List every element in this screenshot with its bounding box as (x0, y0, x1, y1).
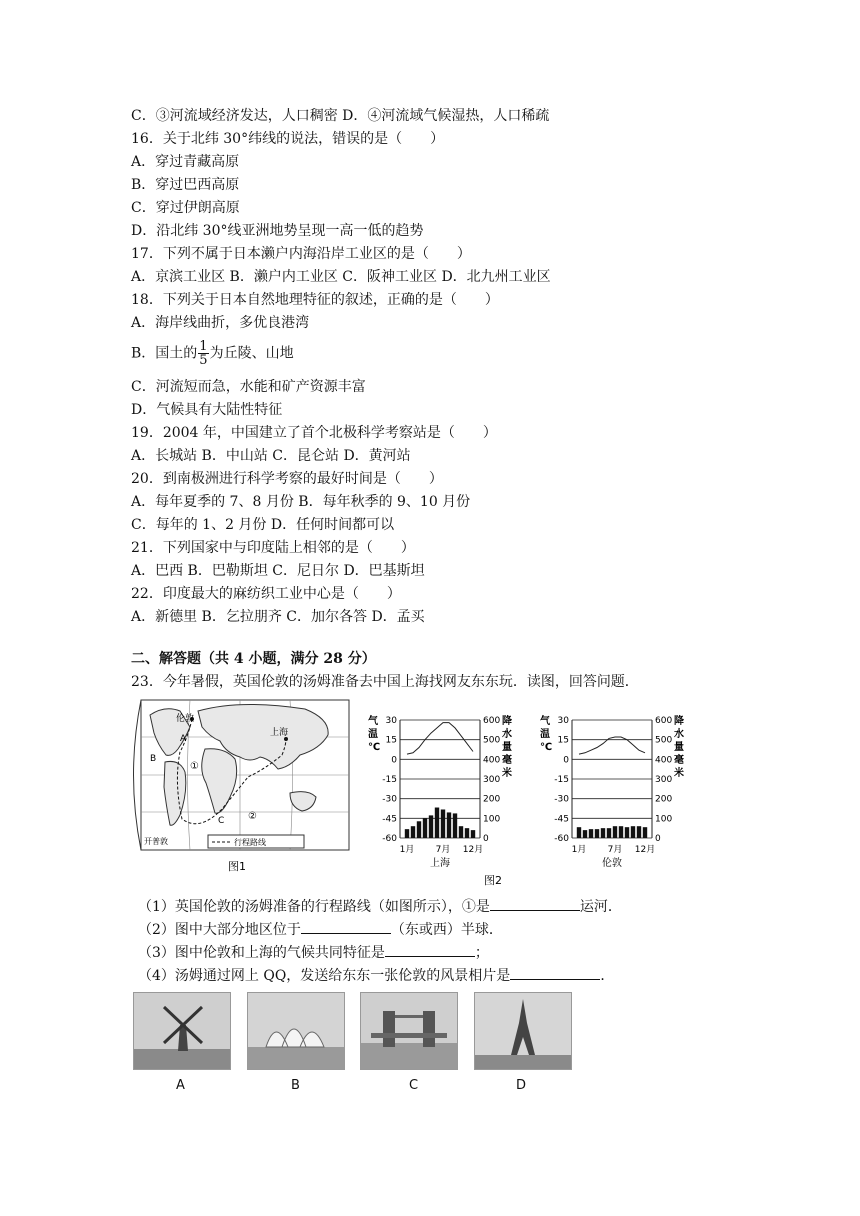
map-label-capetown: 开普敦 (144, 837, 168, 846)
q16-option-a: A．穿过青藏高原 (131, 154, 240, 170)
chart1-y2tick: 300 (483, 775, 501, 785)
photo-label-a: A (176, 1078, 185, 1093)
chart2-ytick: 30 (557, 716, 569, 726)
q23-sub4-text: （4）汤姆通过网上 QQ，发送给东东一张伦敦的风景相片是 (138, 968, 511, 984)
chart2-y2tick: 600 (655, 716, 673, 726)
chart1-y2tick: 600 (483, 716, 501, 726)
chart1-ytick: -30 (382, 794, 397, 805)
q21-stem: 21．下列国家中与印度陆上相邻的是（ ） (131, 540, 415, 556)
q18-option-b (131, 340, 294, 367)
q17-stem: 17．下列不属于日本濑户内海沿岸工业区的是（ ） (131, 246, 471, 262)
chart1-y2label-char: 量 (502, 742, 512, 753)
chart2-precip-bar (613, 826, 617, 838)
chart2-precip-bar (619, 826, 623, 838)
q23-sub3-suffix: ； (474, 945, 489, 961)
climate-charts (362, 712, 692, 888)
chart2-title: 伦敦 (602, 858, 622, 869)
chart2-ylabel-char: 温 (540, 729, 550, 740)
q18-stem: 18．下列关于日本自然地理特征的叙述，正确的是（ ） (131, 292, 499, 308)
q20-options-ab: A．每年夏季的 7、8 月份 B．每年秋季的 9、10 月份 (131, 494, 471, 510)
chart1-precip-bar (429, 815, 433, 838)
q16-option-d: D．沿北纬 30°线亚洲地势呈现一高一低的趋势 (131, 223, 424, 239)
chart2-precip-bar (577, 827, 581, 838)
photo-label-d: D (516, 1078, 527, 1093)
q16-option-c: C．穿过伊朗高原 (131, 200, 240, 216)
photo-label-b: B (291, 1078, 300, 1093)
q23-sub1-answer-blank[interactable] (490, 896, 580, 911)
q23-sub1 (138, 896, 622, 916)
q23-sub2-answer-blank[interactable] (301, 919, 391, 934)
q23-stem: 23．今年暑假，英国伦敦的汤姆准备去中国上海找网友东东玩．读图，回答问题． (131, 674, 639, 690)
q19-options: A．长城站 B．中山站 C．昆仑站 D．黄河站 (131, 448, 411, 464)
chart1-y2tick: 0 (483, 834, 489, 844)
chart1-ytick: -45 (382, 814, 397, 825)
chart1-precip-bar (435, 808, 439, 838)
q22-stem: 22．印度最大的麻纺织工业中心是（ ） (131, 586, 401, 602)
q23-sub3-text: （3）图中伦敦和上海的气候共同特征是 (138, 945, 385, 961)
chart1-precip-bar (405, 829, 409, 838)
map-label-b: B (150, 754, 157, 764)
section2-heading: 二、解答题（共 4 小题，满分 28 分） (131, 651, 376, 667)
q19-stem: 19．2004 年，中国建立了首个北极科学考察站是（ ） (131, 425, 497, 441)
fraction-denominator: 5 (199, 353, 208, 368)
chart1-y2label-char: 毫 (502, 755, 512, 766)
chart1-ytick: -60 (382, 834, 397, 844)
chart1-precip-bar (447, 812, 451, 838)
chart1-ytick: 15 (385, 735, 397, 746)
chart1-xtick: 12月 (462, 845, 484, 855)
photo-windmill[interactable] (133, 992, 231, 1070)
chart2-xtick: 12月 (634, 845, 656, 855)
chart1-y2label-char: 降 (502, 716, 512, 727)
chart2-precip-bar (625, 827, 629, 838)
chart2-precip-bar (643, 827, 647, 838)
chart1-temp-line (407, 723, 473, 755)
chart2-precip-bar (631, 826, 635, 838)
chart1-xtick: 7月 (435, 845, 451, 855)
map-label-shanghai: 上海 (270, 728, 289, 738)
q21-options: A．巴西 B．巴勒斯坦 C．尼日尔 D．巴基斯坦 (131, 563, 425, 579)
chart1-ytick: 0 (391, 755, 397, 766)
photo-eiffel-tower[interactable] (474, 992, 572, 1070)
chart1-precip-bar (459, 826, 463, 838)
q18b-suffix: 为丘陵、山地 (209, 345, 294, 362)
chart1-y2tick: 100 (483, 814, 501, 825)
chart2-xtick: 7月 (607, 845, 623, 855)
q23-sub1-suffix: 运河． (579, 899, 622, 915)
chart2-ytick: -60 (554, 834, 569, 844)
chart2-ytick: 15 (557, 735, 569, 746)
chart2-y2label-char: 量 (674, 742, 684, 753)
chart1-precip-bar (417, 821, 421, 838)
chart2-ytick: -15 (554, 775, 569, 785)
q18-option-a: A．海岸线曲折，多优良港湾 (131, 315, 310, 331)
chart1-y2tick: 200 (483, 794, 501, 805)
chart1-ytick: -15 (382, 775, 397, 785)
chart1-precip-bar (471, 830, 475, 838)
chart1-precip-bar (423, 818, 427, 838)
chart1-ylabel-char: 气 (368, 716, 378, 727)
chart2-y2tick: 100 (655, 814, 673, 825)
map-marker-2: ② (248, 811, 257, 822)
fraction-numerator: 1 (199, 339, 208, 354)
map-label-london: 伦敦 (176, 714, 195, 724)
q18-option-d: D．气候具有大陆性特征 (131, 402, 283, 418)
chart2-y2tick: 0 (655, 834, 661, 844)
chart1-y2label-char: 米 (502, 768, 512, 779)
chart2-ylabel-char: 气 (540, 716, 550, 727)
chart2-y2label-char: 降 (674, 716, 684, 727)
chart1-y2label-char: 水 (502, 729, 512, 740)
chart1-precip-bar (441, 809, 445, 838)
q23-sub3 (138, 942, 489, 962)
chart2-precip-bar (637, 826, 641, 838)
chart1-precip-bar (453, 813, 457, 838)
chart1-ylabel-char: ℃ (368, 742, 381, 753)
q23-sub2-suffix: （东或西）半球． (390, 922, 503, 938)
chart1-xtick: 1月 (399, 845, 415, 855)
chart1-title: 上海 (430, 858, 450, 869)
chart2-y2label-char: 米 (674, 768, 684, 779)
chart2-precip-bar (589, 829, 593, 838)
chart2-y2label-char: 毫 (674, 755, 684, 766)
q22-options: A．新德里 B．乞拉朋齐 C．加尔各答 D．孟买 (131, 609, 425, 625)
map-marker-1: ① (190, 761, 199, 772)
q23-sub4-answer-blank[interactable] (510, 965, 600, 980)
q18b-prefix: B．国土的 (131, 345, 198, 362)
map-label-a: A (180, 734, 187, 744)
chart2-ytick: 0 (563, 755, 569, 766)
q17-options: A．京滨工业区 B．濑户内工业区 C．阪神工业区 D．北九州工业区 (131, 269, 551, 285)
q15-option-cd: C．③河流域经济发达，人口稠密 D．④河流域气候湿热，人口稀疏 (131, 108, 550, 124)
chart2-ylabel-char: ℃ (540, 742, 553, 753)
q18-option-c: C．河流短而急，水能和矿产资源丰富 (131, 379, 366, 395)
photo-tower-bridge[interactable] (360, 992, 458, 1070)
chart2-y2tick: 200 (655, 794, 673, 805)
q23-sub2 (138, 919, 503, 939)
q23-sub4 (138, 965, 614, 985)
chart2-ytick: -45 (554, 814, 569, 825)
q23-sub4-suffix: ． (600, 968, 615, 984)
chart2-precip-bar (601, 828, 605, 838)
route-map (130, 697, 352, 877)
photo-opera-house[interactable] (247, 992, 345, 1070)
chart2-precip-bar (583, 830, 587, 838)
chart2-y2tick: 400 (655, 755, 673, 766)
chart2-precip-bar (607, 828, 611, 838)
q20-stem: 20．到南极洲进行科学考察的最好时间是（ ） (131, 471, 443, 487)
fraction (198, 340, 208, 367)
map-legend-route: 行程路线 (234, 838, 266, 847)
figure2-caption: 图2 (484, 874, 502, 887)
chart2-xtick: 1月 (571, 845, 587, 855)
map-label-c: C (218, 816, 225, 826)
q16-option-b: B．穿过巴西高原 (131, 177, 240, 193)
chart1-precip-bar (411, 826, 415, 838)
q20-options-cd: C．每年的 1、2 月份 D．任何时间都可以 (131, 517, 395, 533)
chart2-y2label-char: 水 (674, 729, 684, 740)
chart1-precip-bar (465, 828, 469, 838)
q23-sub2-text: （2）图中大部分地区位于 (138, 922, 301, 938)
chart2-y2tick: 500 (655, 735, 673, 746)
chart2-precip-bar (595, 829, 599, 838)
chart1-ylabel-char: 温 (368, 729, 378, 740)
photo-label-c: C (409, 1078, 419, 1093)
q16-stem: 16．关于北纬 30°纬线的说法，错误的是（ ） (131, 131, 445, 147)
chart2-y2tick: 300 (655, 775, 673, 785)
chart1-y2tick: 400 (483, 755, 501, 766)
q23-sub1-text: （1）英国伦敦的汤姆准备的行程路线（如图所示），①是 (138, 899, 490, 915)
chart2-ytick: -30 (554, 794, 569, 805)
q23-sub3-answer-blank[interactable] (385, 942, 475, 957)
chart1-ytick: 30 (385, 716, 397, 726)
chart1-y2tick: 500 (483, 735, 501, 746)
figure1-caption: 图1 (228, 860, 246, 873)
